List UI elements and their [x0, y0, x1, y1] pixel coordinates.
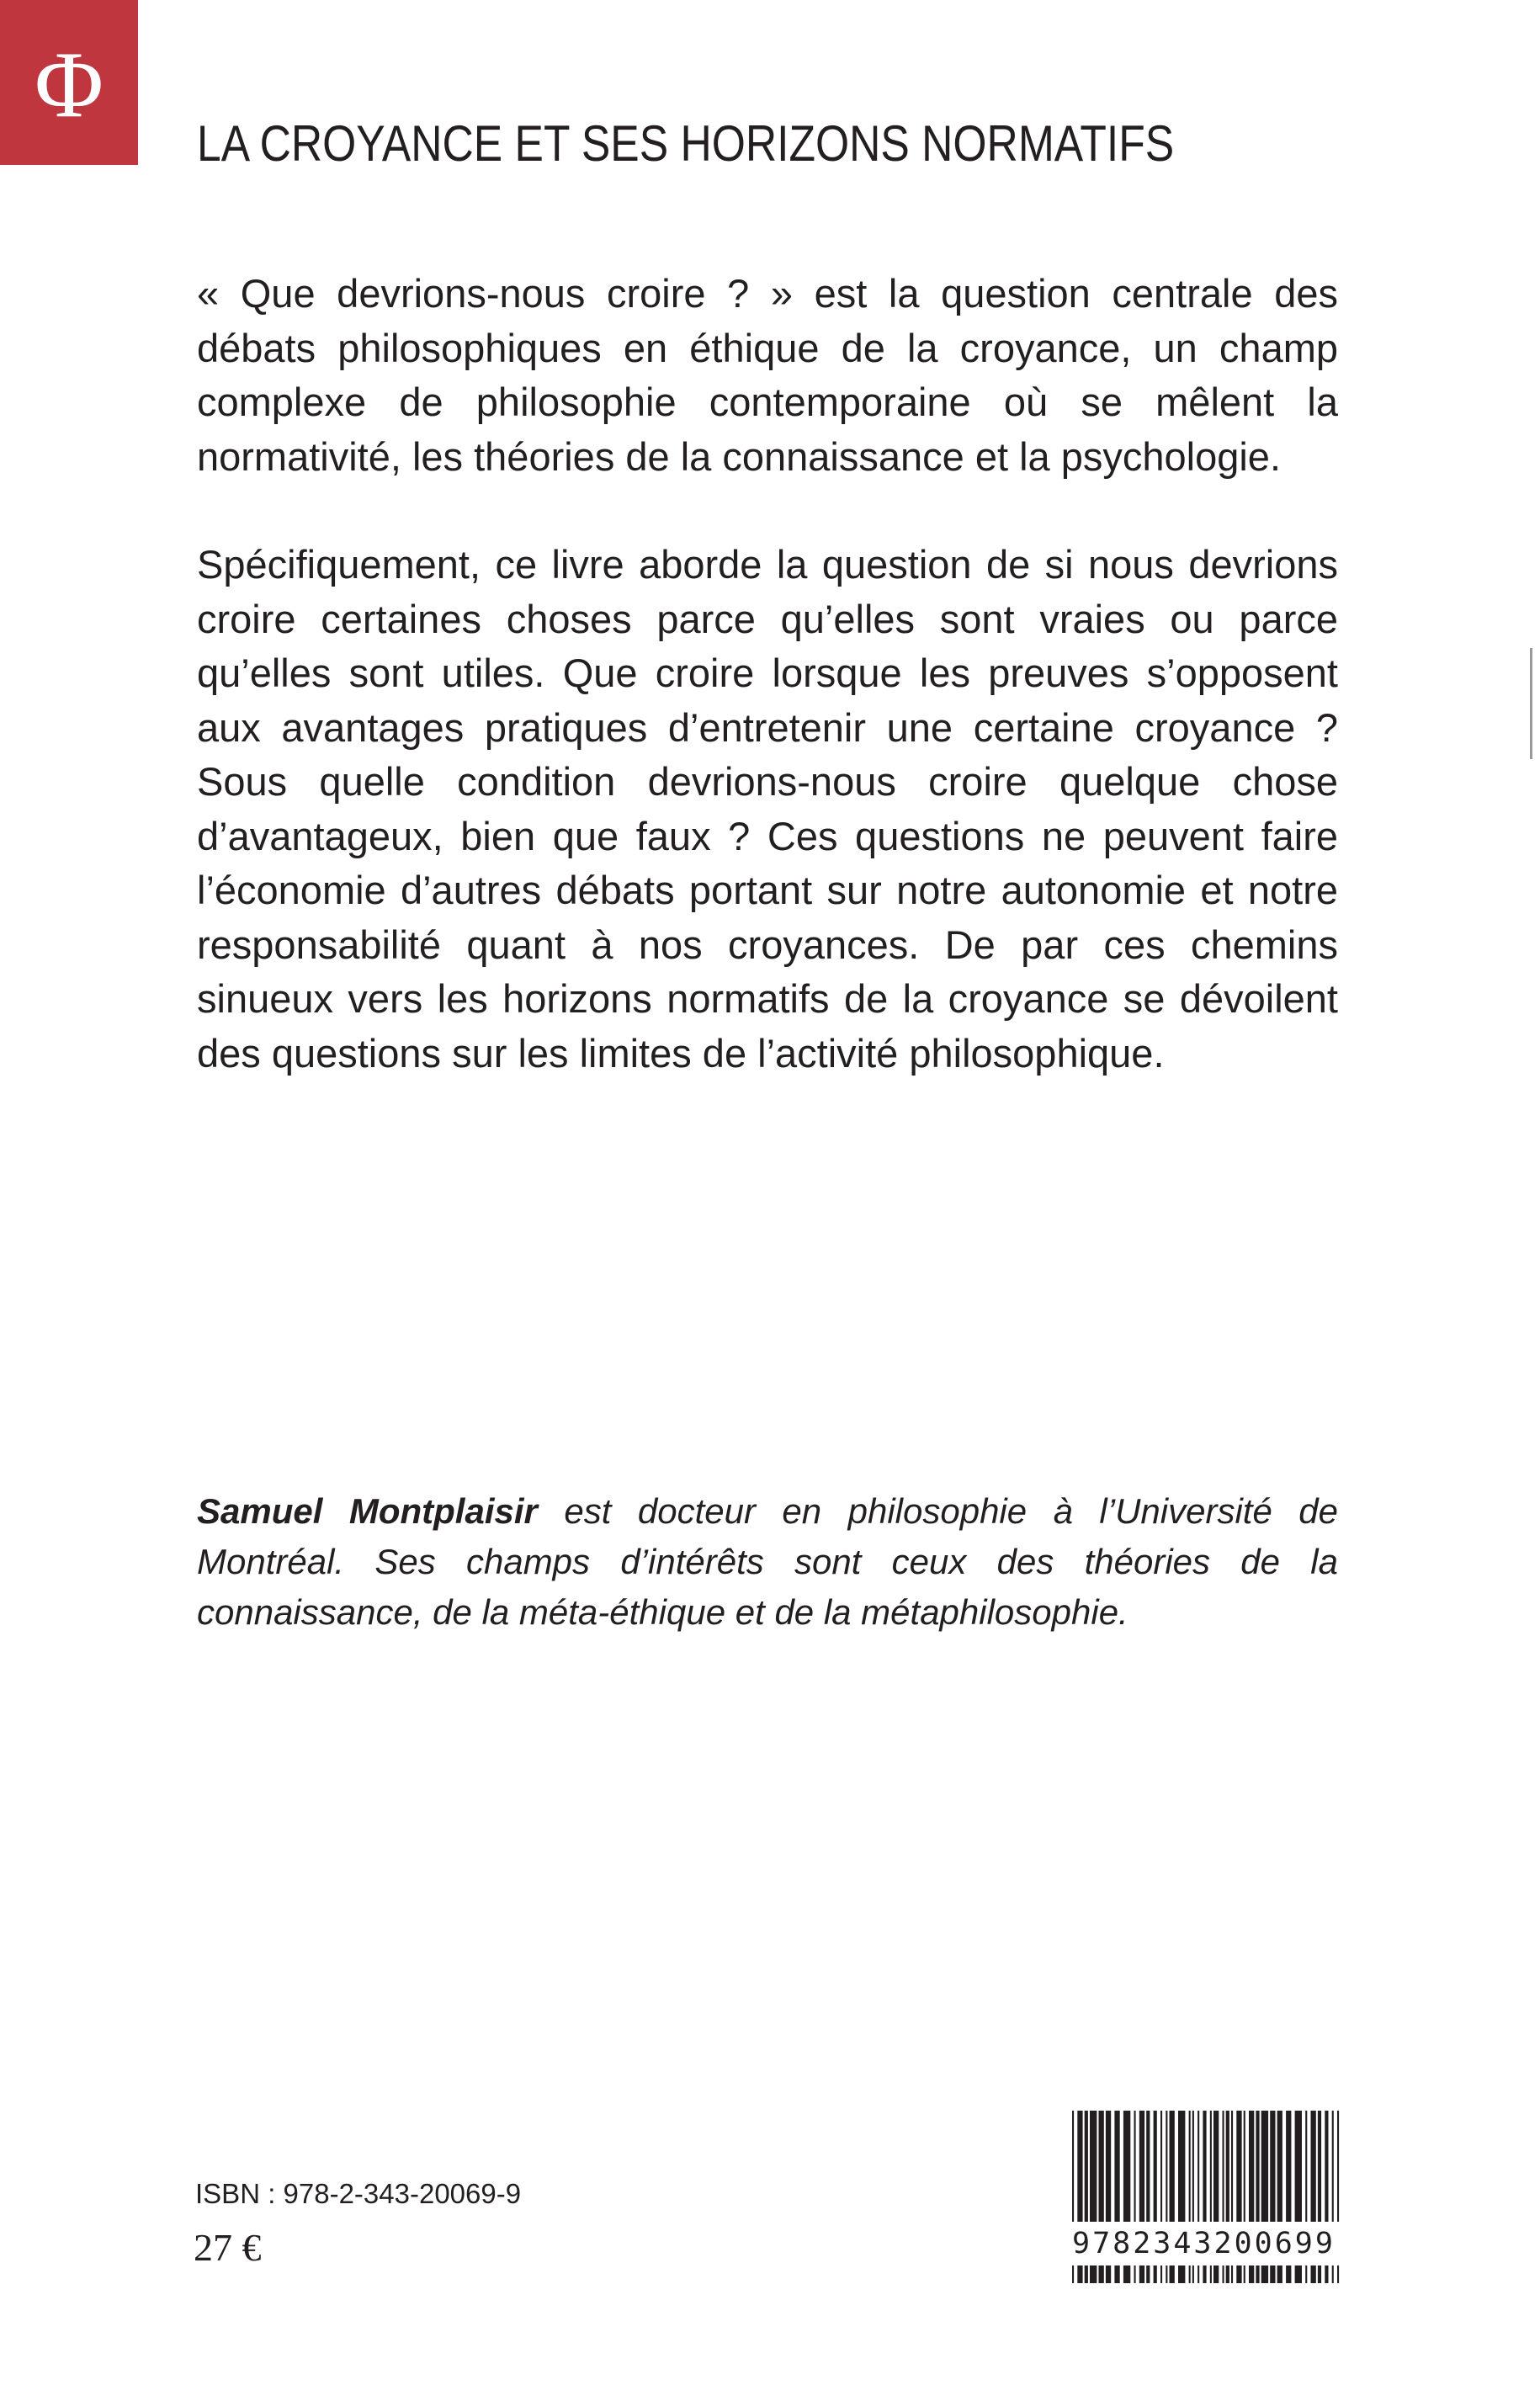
author-bio-text: est docteur en philosophie à l’Université de Montréal. Ses champs d’intérêts sont ceux des théories de la connaissance, de la méta-éthique et de la métaphilosophie. — [197, 1491, 1339, 1632]
back-cover-summary — [197, 267, 1338, 1081]
publisher-logo — [0, 0, 138, 165]
isbn-label: ISBN : 978-2-343-20069-9 — [195, 2178, 522, 2209]
logo-symbol: Φ — [35, 33, 104, 137]
price-label: 27 € — [194, 2226, 262, 2269]
author-name: Samuel Montplaisir — [197, 1491, 538, 1531]
book-title: LA CROYANCE ET SES HORIZONS NORMATIFS — [197, 115, 1175, 172]
author-bio — [197, 1486, 1338, 1638]
summary-paragraph-1: « Que devrions-nous croire ? » est la question centrale des débats philosophiques en éthique de la croyance, un champ complexe de philosophie contemporaine où se mêlent la normativité, les théories de la connaissance et la psychologie. — [197, 271, 1338, 479]
barcode-digits: 9782343200699 — [1072, 2222, 1345, 2265]
phi-logo-icon — [0, 0, 138, 165]
spine-edge-mark — [1530, 648, 1532, 759]
summary-paragraph-2: Spécifiquement, ce livre aborde la question de si nous devrions croire certaines choses parce qu’elles sont vraies ou parce qu’elles sont utiles. Que croire lorsque les preuves s’opposent aux avantages pratiques d’entretenir une certaine croyance ? Sous quelle condition devrions-nous croire quelque chose d’avantageux, bien que faux ? Ces questions ne peuvent faire l’économie d’autres débats portant sur notre autonomie et notre responsabilité quant à nos croyances. De par ces chemins sinueux vers les horizons normatifs de la croyance se dévoilent des questions sur les limites de l’activité philosophique. — [197, 542, 1338, 1076]
